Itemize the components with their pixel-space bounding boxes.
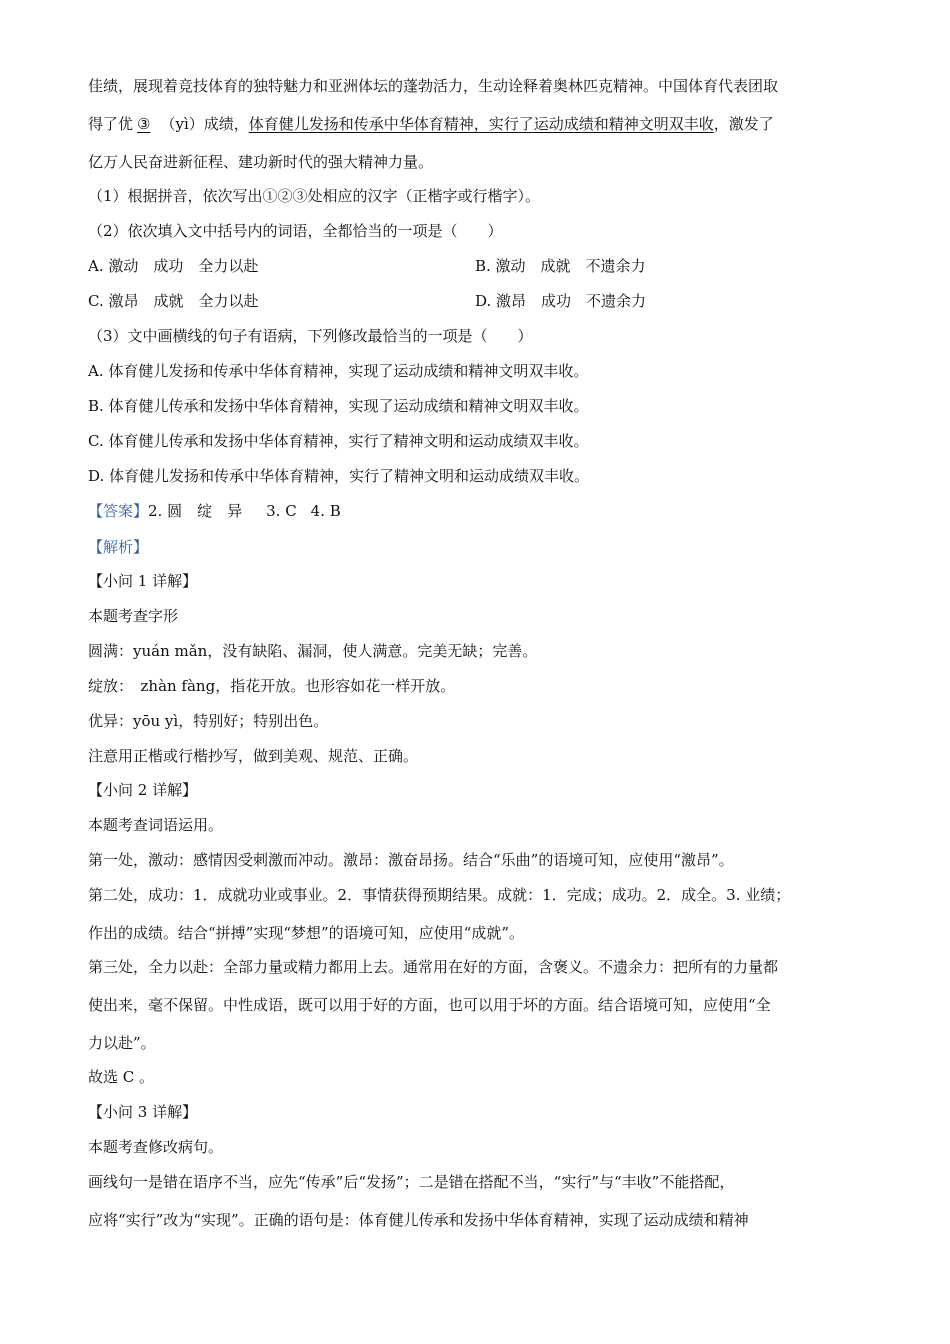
passage-line-2-end: ，激发了	[713, 115, 774, 133]
question-2-option-c: C. 激昂 成就 全力以赴	[88, 292, 259, 310]
passage-line-1: 佳绩，展现着竞技体育的独特魅力和亚洲体坛的蓬勃活力，生动诠释着奥林匹克精神。中国体育代表团取	[88, 77, 779, 95]
sub3-line-2: 画线句一是错在语序不当，应先“传承”后“发扬”；二是错在搭配不当，“实行”与“丰收”不能搭配，	[88, 1173, 735, 1191]
question-2-option-d: D. 激昂 成功 不遗余力	[475, 292, 647, 310]
sub1-line-3: 绽放： zhàn fàng，指花开放。也形容如花一样开放。	[88, 677, 456, 695]
answer-4: 4. B	[310, 502, 341, 520]
answer-line	[88, 501, 341, 521]
answer-label: 【答案】	[88, 502, 149, 520]
question-2-option-a: A. 激动 成功 全力以赴	[88, 257, 259, 275]
blank-3: ③	[137, 115, 151, 133]
sub2-line-3: 第二处，成功：1．成就功业或事业。2．事情获得预期结果。成就：1．完成；成功。2．成全。3. 业绩；	[88, 886, 791, 904]
passage-line-2-start: 得了优	[88, 115, 134, 133]
answer-3: 3. C	[266, 502, 297, 520]
sub2-line-6: 使出来，毫不保留。中性成语，既可以用于好的方面，也可以用于坏的方面。结合语境可知，应使用“全	[88, 996, 771, 1014]
question-3-option-c: C. 体育健儿传承和发扬中华体育精神，实行了精神文明和运动成绩双丰收。	[88, 432, 589, 450]
question-1: （1）根据拼音，依次写出①②③处相应的汉字（正楷字或行楷字）。	[88, 187, 541, 205]
sub2-line-2: 第一处，激动：感情因受刺激而冲动。激昂：激奋昂扬。结合“乐曲”的语境可知，应使用“激昂”。	[88, 851, 734, 869]
sub3-line-3: 应将“实行”改为“实现”。正确的语句是：体育健儿传承和发扬中华体育精神，实现了运动成绩和精神	[88, 1211, 749, 1229]
sub2-line-8: 故选 C 。	[88, 1068, 155, 1086]
question-3-option-d: D. 体育健儿发扬和传承中华体育精神，实行了精神文明和运动成绩双丰收。	[88, 467, 590, 485]
sub2-line-4: 作出的成绩。结合“拼搏”实现“梦想”的语境可知，应使用“成就”。	[88, 924, 525, 942]
pinyin-hint: （yì）成绩，	[160, 115, 249, 133]
question-2-option-b: B. 激动 成就 不遗余力	[475, 257, 646, 275]
sub3-line-1: 本题考查修改病句。	[88, 1138, 224, 1156]
sub3-heading: 【小问 3 详解】	[88, 1103, 198, 1121]
sub1-line-2: 圆满：yuán mǎn，没有缺陷、漏洞，使人满意。完美无缺；完善。	[88, 642, 538, 660]
sub1-line-5: 注意用正楷或行楷抄写，做到美观、规范、正确。	[88, 747, 419, 765]
passage-line-3: 亿万人民奋进新征程、建功新时代的强大精神力量。	[88, 153, 434, 171]
sub2-line-5: 第三处，全力以赴：全部力量或精力都用上去。通常用在好的方面，含褒义。不遗余力：把所有的力量都	[88, 958, 779, 976]
sub2-line-1: 本题考查词语运用。	[88, 816, 224, 834]
question-3-option-b: B. 体育健儿传承和发扬中华体育精神，实现了运动成绩和精神文明双丰收。	[88, 397, 589, 415]
question-3-stem: （3）文中画横线的句子有语病，下列修改最恰当的一项是（ ）	[88, 327, 533, 345]
analysis-label: 【解析】	[88, 538, 149, 556]
passage-line-2	[88, 114, 774, 134]
sub2-line-7: 力以赴”。	[88, 1034, 156, 1052]
question-2-stem: （2）依次填入文中括号内的词语，全都恰当的一项是（ ）	[88, 222, 503, 240]
question-3-option-a: A. 体育健儿发扬和传承中华体育精神，实现了运动成绩和精神文明双丰收。	[88, 362, 589, 380]
sub2-heading: 【小问 2 详解】	[88, 781, 198, 799]
sub1-heading: 【小问 1 详解】	[88, 572, 198, 590]
sub1-line-1: 本题考查字形	[88, 607, 179, 625]
sub1-line-4: 优异：yōu yì，特别好；特别出色。	[88, 712, 329, 730]
answer-2: 2. 圆 绽 异	[148, 502, 243, 520]
underlined-sentence: 体育健儿发扬和传承中华体育精神，实行了运动成绩和精神文明双丰收	[248, 115, 714, 133]
